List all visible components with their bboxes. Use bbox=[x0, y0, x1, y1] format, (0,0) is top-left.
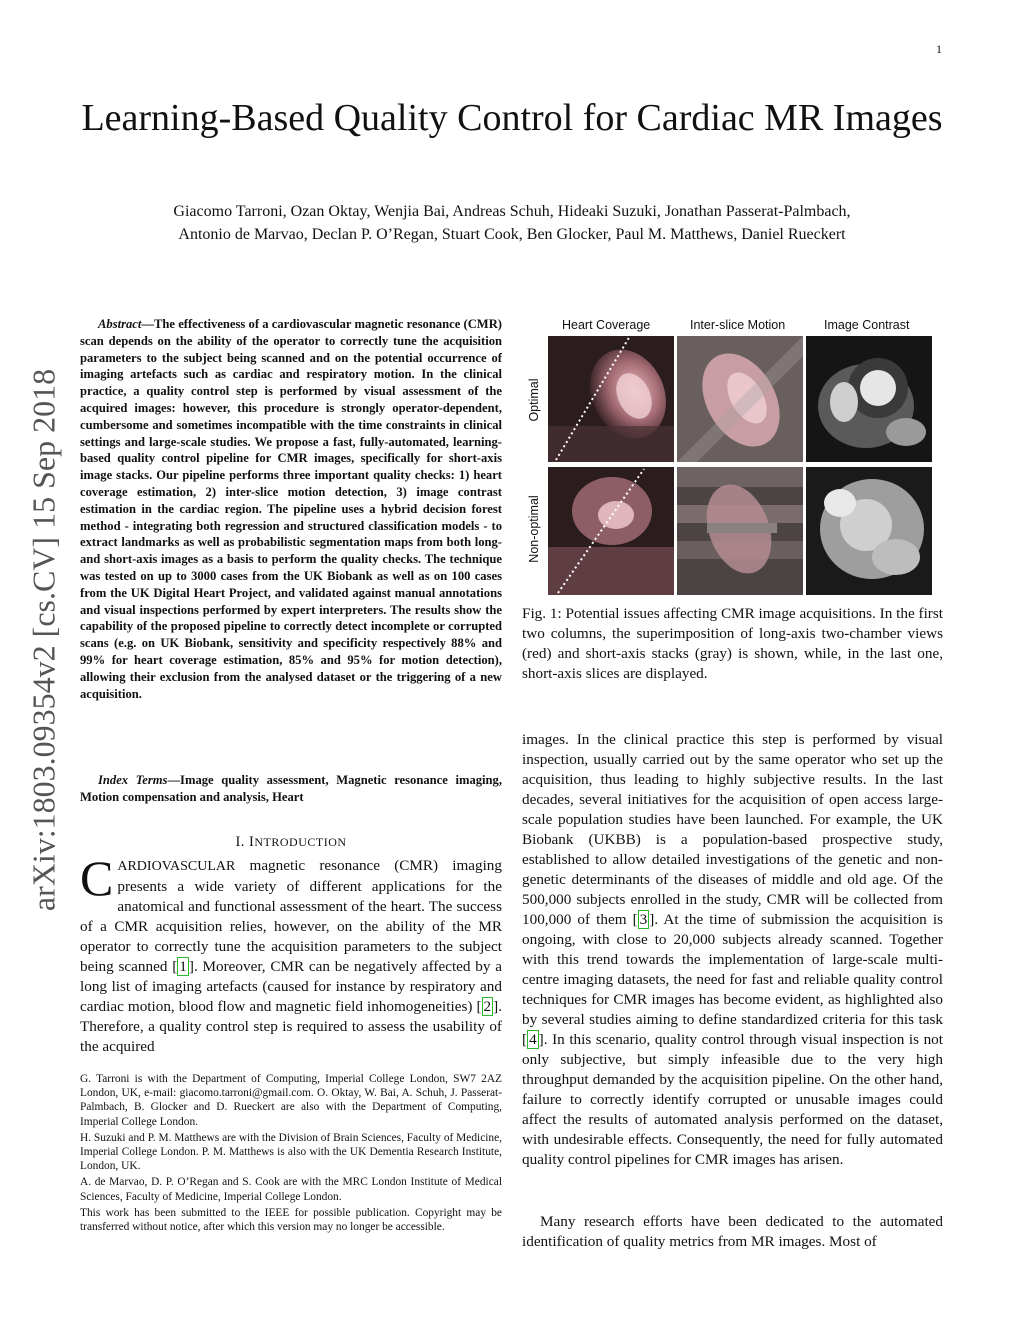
figure-column-label: Inter-slice Motion bbox=[690, 318, 786, 332]
footnote: H. Suzuki and P. M. Matthews are with the Division of Brain Sciences, Faculty of Medicine, Imperial College London. P. M. Matthews is also with the UK Dementia Research Institute, London, UK. bbox=[80, 1131, 503, 1173]
figure-column-label: Image Contrast bbox=[824, 318, 910, 332]
body-paragraph-2: Many research efforts have been dedicated to the automated identification of quality metrics from MR images. Most of bbox=[522, 1213, 943, 1250]
intro-text-c: . Therefore, a quality control step is required to assess the usability of the acquired bbox=[80, 998, 502, 1055]
mri-image-coverage-optimal bbox=[548, 336, 674, 462]
abstract-text: —The effectiveness of a cardiovascular magnetic resonance (CMR) scan depends on the ability of the operator to correctly tune the acquisition parameters to the subject being scanned and on the potential occurrence of imaging artefacts such as cardiac and respiratory motion. In the clinical practice, a quality control step is performed by visual assessment of the acquired images: however, this procedure is strongly operator-dependent, cumbersome and sometimes incompatible with the time constraints in clinical settings and large-scale studies. We propose a fast, fully-automated, learning-based quality control pipeline for CMR images, specifically for short-axis image stacks. Our pipeline performs three important quality checks: 1) heart coverage estimation, 2) inter-slice motion detection, 3) image contrast estimation in the cardiac region. The pipeline uses a hybrid decision forest method - integrating both regression and structured classification models - to extract landmarks as well as probabilistic segmentation maps from both long- and short-axis images as a basis to perform the quality checks. The technique was tested on up to 3000 cases from the UK Biobank as well as on 100 cases from the UK Digital Heart Project, and validated against manual annotations and visual inspections performed by expert interpreters. The results show the capability of the proposed pipeline to correctly detect incomplete or corrupted scans (e.g. on UK Biobank, sensitivity and specificity respectively 88% and 99% for heart coverage estimation, 85% and 95% for motion detection), allowing their exclusion from the analysed dataset or the triggering of a new acquisition. bbox=[80, 317, 502, 701]
body-paragraph: images. In the clinical practice this step is performed by visual inspection, usually carried out by the same operator who set up the acquisition, thus leading to highly subjective results. In the last decades, several initiatives for the acquisition of open access large-scale population studies have been launched. For example, the UK Biobank (UKBB) is a population-based prospective study, established to allow detailed investigations of the genetic and non-genetic determinants of the diseases of middle and old age. Of the 500,000 subjects enrolled in the study, CMR will be collected from 100,000 of them [ 3 ]. At the time of submission the acquisition is ongoing, with close to 20,000 subjects already scanned. Together with this trend towards the implementation of large-scale multi-centre imaging datasets, the need for fast and reliable quality control techniques for CMR images has become evident, as highlighted also by several studies aiming to define standardized criteria for this task [ 4 ]. In this scenario, quality control through visual inspection is not only subjective, but simply infeasible due to the very high throughput demanded by the acquisition pipeline. On the other hand, failure to correctly identify corrupted or unusable images could affect the results of automated analysis performed on the dataset, with undesirable effects. Consequently, the need for fully automated quality control pipelines for CMR images has arisen. bbox=[522, 731, 943, 1168]
section-number: I. bbox=[235, 834, 245, 850]
intro-text-a: magnetic resonance (CMR) imaging presents a wide variety of different applications for the anatomical and functional assessment of the heart. The success of a CMR acquisition relies, however, on the ability of the MR operator to correctly tune the acquisition parameters to the subject being scanned bbox=[80, 857, 502, 975]
abstract bbox=[80, 316, 502, 702]
section-heading-introduction bbox=[80, 834, 502, 851]
author-list bbox=[90, 200, 934, 246]
section-heading-first: I bbox=[249, 834, 255, 850]
citation-link-4[interactable]: 4 bbox=[529, 1031, 537, 1048]
footnote: G. Tarroni is with the Department of Computing, Imperial College London, SW7 2AZ London, UK, e-mail: giacomo.tarroni@gmail.com. O. Oktay, W. Bai, A. Schuh, J. Passerat-Palmbach, B. Glocker and D. Rueckert are also with the Department of Computing, Imperial College London. bbox=[80, 1073, 502, 1128]
author-line-1: Giacomo Tarroni, Ozan Oktay, Wenjia Bai, Andreas Schuh, Hideaki Suzuki, Jonathan Passerat-Palmbach, bbox=[173, 203, 851, 220]
figure-column-label: Heart Coverage bbox=[562, 318, 651, 332]
index-terms bbox=[80, 772, 502, 806]
mri-image-contrast-non-optimal bbox=[806, 467, 932, 595]
mri-image-coverage-non-optimal bbox=[548, 467, 674, 595]
body-text-c: . In this scenario, quality control through visual inspection is not only subjective, but simply infeasible due to the very high throughput demanded by the acquisition pipeline. On the other hand, failure to correctly identify corrupted or unusable images could affect the results of automated analysis performed on the dataset, with undesirable effects. Consequently, the need for fully automated quality control pipelines for CMR images has arisen. bbox=[522, 1031, 943, 1168]
intro-paragraph: CARDIOVASCULAR magnetic resonance (CMR) imaging presents a wide variety of different applications for the anatomical and functional assessment of the heart. The success of a CMR acquisition relies, however, on the ability of the MR operator to correctly tune the acquisition parameters to the subject being scanned [ 1 ]. Moreover, CMR can be negatively affected by a long list of imaging artefacts (caused for instance by respiratory and cardiac motion, blood flow and magnetic field inhomogeneities) [ 2 ]. Therefore, a quality control step is required to assess the usability of the acquired bbox=[80, 850, 502, 1055]
mri-image-motion-non-optimal bbox=[677, 467, 803, 595]
citation-link-3[interactable]: 3 bbox=[639, 911, 648, 928]
body-text-a: images. In the clinical practice this step is performed by visual inspection, usually carried out by the same operator who set up the acquisition, thus leading to highly subjective results. In the last decades, several initiatives for the acquisition of open access large-scale population studies have been launched. For example, the UK Biobank (UKBB) is a population-based prospective study, established to allow detailed investigations of the genetic and non-genetic determinants of the diseases of middle and old age. Of the 500,000 subjects enrolled in the study, CMR will be collected from 100,000 of them bbox=[522, 731, 943, 928]
figure-caption: Fig. 1: Potential issues affecting CMR image acquisitions. In the first two columns, the superimposition of long-axis two-chamber views (red) and short-axis stacks (gray) is shown, while, in the last one, short-axis slices are displayed. bbox=[522, 605, 943, 682]
footnotes bbox=[80, 1072, 502, 1236]
author-line-2: Antonio de Marvao, Declan P. O’Regan, Stuart Cook, Ben Glocker, Paul M. Matthews, Daniel Rueckert bbox=[178, 226, 846, 243]
figure-1: Heart Coverage Inter-slice Motion Image Contrast Optimal Non-optimal bbox=[524, 314, 944, 604]
footnote: This work has been submitted to the IEEE for possible publication. Copyright may be transferred without notice, after which this version may no longer be accessible. bbox=[80, 1206, 502, 1234]
index-terms-label: Index Terms bbox=[98, 773, 168, 787]
intro-first-word: ARDIOVASCULAR bbox=[117, 859, 236, 874]
body-text-b: . At the time of submission the acquisition is ongoing, with close to 20,000 subjects already scanned. Together with this trend towards the implementation of large-scale multi-centre imaging datasets, the need for fast and reliable quality control techniques for CMR images has become evident, as highlighted also by several studies aiming to define standardized criteria for this task bbox=[522, 911, 943, 1028]
footnote: A. de Marvao, D. P. O’Regan and S. Cook are with the MRC London Institute of Medical Sciences, Faculty of Medicine, Imperial College London. bbox=[80, 1176, 502, 1203]
intro-text-b: . Moreover, CMR can be negatively affected by a long list of imaging artefacts (caused for instance by respiratory and cardiac motion, blood flow and magnetic field inhomogeneities) bbox=[80, 958, 502, 1015]
drop-cap: C bbox=[80, 850, 114, 906]
abstract-label: Abstract bbox=[98, 317, 142, 331]
page-number: 1 bbox=[936, 42, 942, 56]
citation-link-2[interactable]: 2 bbox=[483, 998, 492, 1015]
mri-image-contrast-optimal bbox=[806, 336, 932, 462]
paper-title: Learning-Based Quality Control for Cardiac MR Images bbox=[81, 97, 943, 139]
citation-link-1[interactable]: 1 bbox=[179, 958, 187, 975]
mri-image-motion-optimal bbox=[677, 336, 803, 462]
arxiv-identifier-text: arXiv:1803.09354v2 [cs.CV] 15 Sep 2018 bbox=[25, 368, 62, 912]
index-terms-text: —Image quality assessment, Magnetic resonance imaging, Motion compensation and analysis, Heart bbox=[80, 773, 502, 804]
section-heading-rest: NTRODUCTION bbox=[254, 835, 347, 849]
